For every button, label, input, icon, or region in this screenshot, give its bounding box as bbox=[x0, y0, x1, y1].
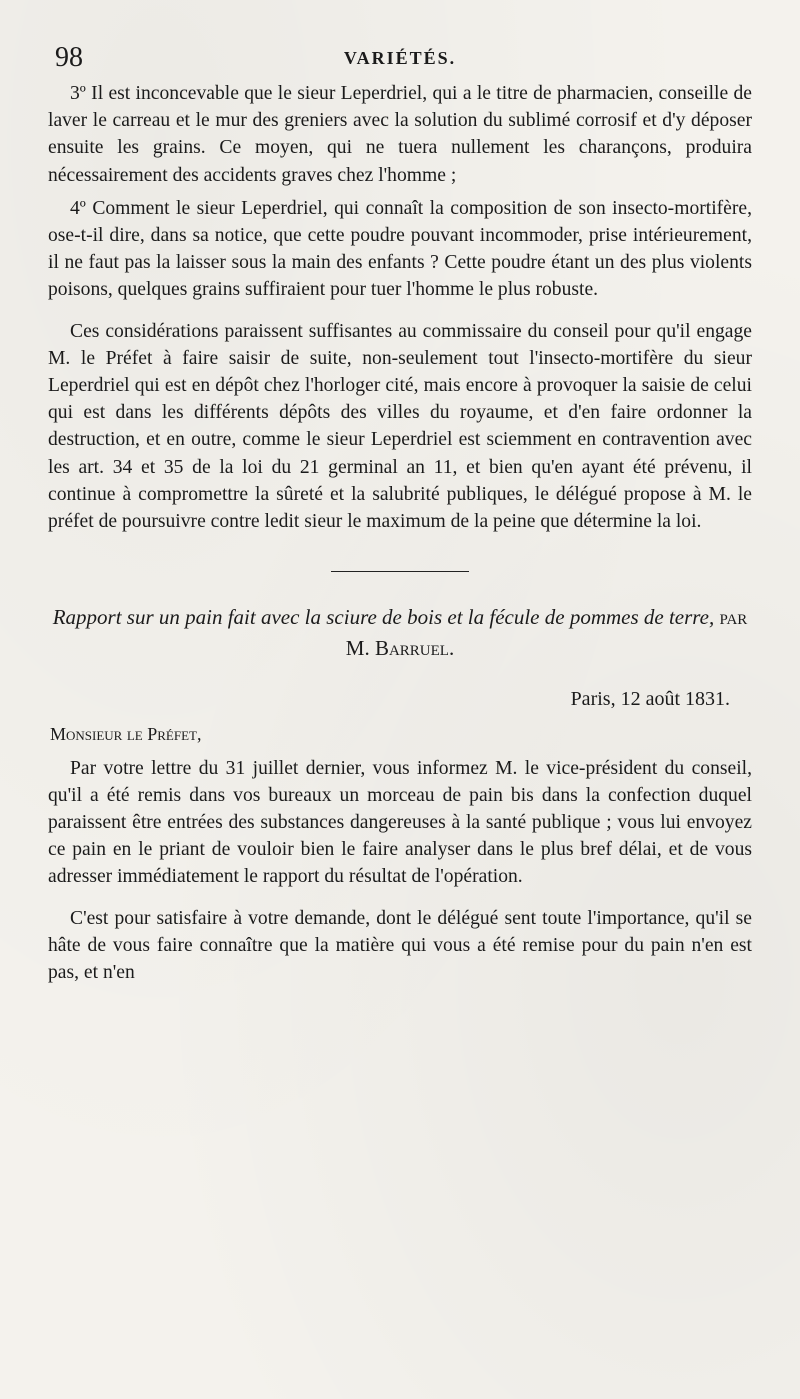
page-body bbox=[48, 80, 752, 986]
article-title-block bbox=[48, 602, 752, 664]
paragraph-conclusion: Ces considérations paraissent suffisantes au commissaire du conseil pour qu'il engage M. le Préfet à faire saisir de suite, non-seulement tout l'insecto-mortifère du sieur Leperdriel qui est en dépôt chez l'horloger cité, mais encore à provoquer la saisie de celui qui est dans les différents dépôts des villes du royaume, et d'en faire ordonner la destruction, et en outre, comme le sieur Leperdriel est sciemment en contravention avec les art. 34 et 35 de la loi du 21 germinal an 11, et bien qu'en ayant été prévenu, il continue à compromettre la sûreté et la salubrité publiques, le délégué propose à M. le préfet de poursuivre contre ledit sieur le maximum de la peine que détermine la loi. bbox=[48, 320, 752, 533]
article-paragraph-1: Par votre lettre du 31 juillet dernier, vous informez M. le vice-président du conseil, qu'il a été remis dans vos bureaux un morceau de pain bis dans la confection duquel paraissent être entrées des substances dangereuses à la santé publique ; vous lui envoyez ce pain en le priant de vouloir bien le faire analyser dans le plus bref délai, et de vous adresser immédiatement le rapport du résultat de l'opération. bbox=[48, 757, 752, 888]
paragraph-point-4: 4º Comment le sieur Leperdriel, qui connaît la composition de son insecto-mortifère, ose-t-il dire, dans sa notice, que cette poudre pouvant incommoder, prise intérieurement, il ne faut pas la laisser sous la main des enfants ? Cette poudre étant un des plus violents poisons, quelques grains suffiraient pour tuer l'homme le plus robuste. bbox=[48, 197, 752, 301]
article-salutation: Monsieur le Préfet, bbox=[50, 724, 202, 745]
paragraph-point-3: 3º Il est inconcevable que le sieur Leperdriel, qui a le titre de pharmacien, conseille de laver le carreau et le mur des greniers avec la solution du sublimé corrosif et d'y déposer ensuite les grains. Ce moyen, qui ne tuera nullement les charançons, produira nécessairement des accidents graves chez l'homme ; bbox=[48, 83, 752, 186]
article-title: Rapport sur un pain fait avec la sciure de bois et la fécule de pommes de terre, bbox=[52, 605, 715, 630]
running-head: VARIÉTÉS. bbox=[343, 48, 457, 68]
article-dateline: Paris, 12 août 1831. bbox=[570, 688, 730, 711]
article-paragraph-2: C'est pour satisfaire à votre demande, dont le délégué sent toute l'importance, qu'il se hâte de vous faire connaître que la matière qui vous a été remise pour du pain n'en est pas, et n'en bbox=[48, 907, 752, 984]
page-number: 98 bbox=[55, 42, 83, 73]
page-header bbox=[55, 42, 755, 82]
article-author: par M. Barruel. bbox=[345, 605, 748, 661]
section-divider bbox=[331, 571, 469, 572]
